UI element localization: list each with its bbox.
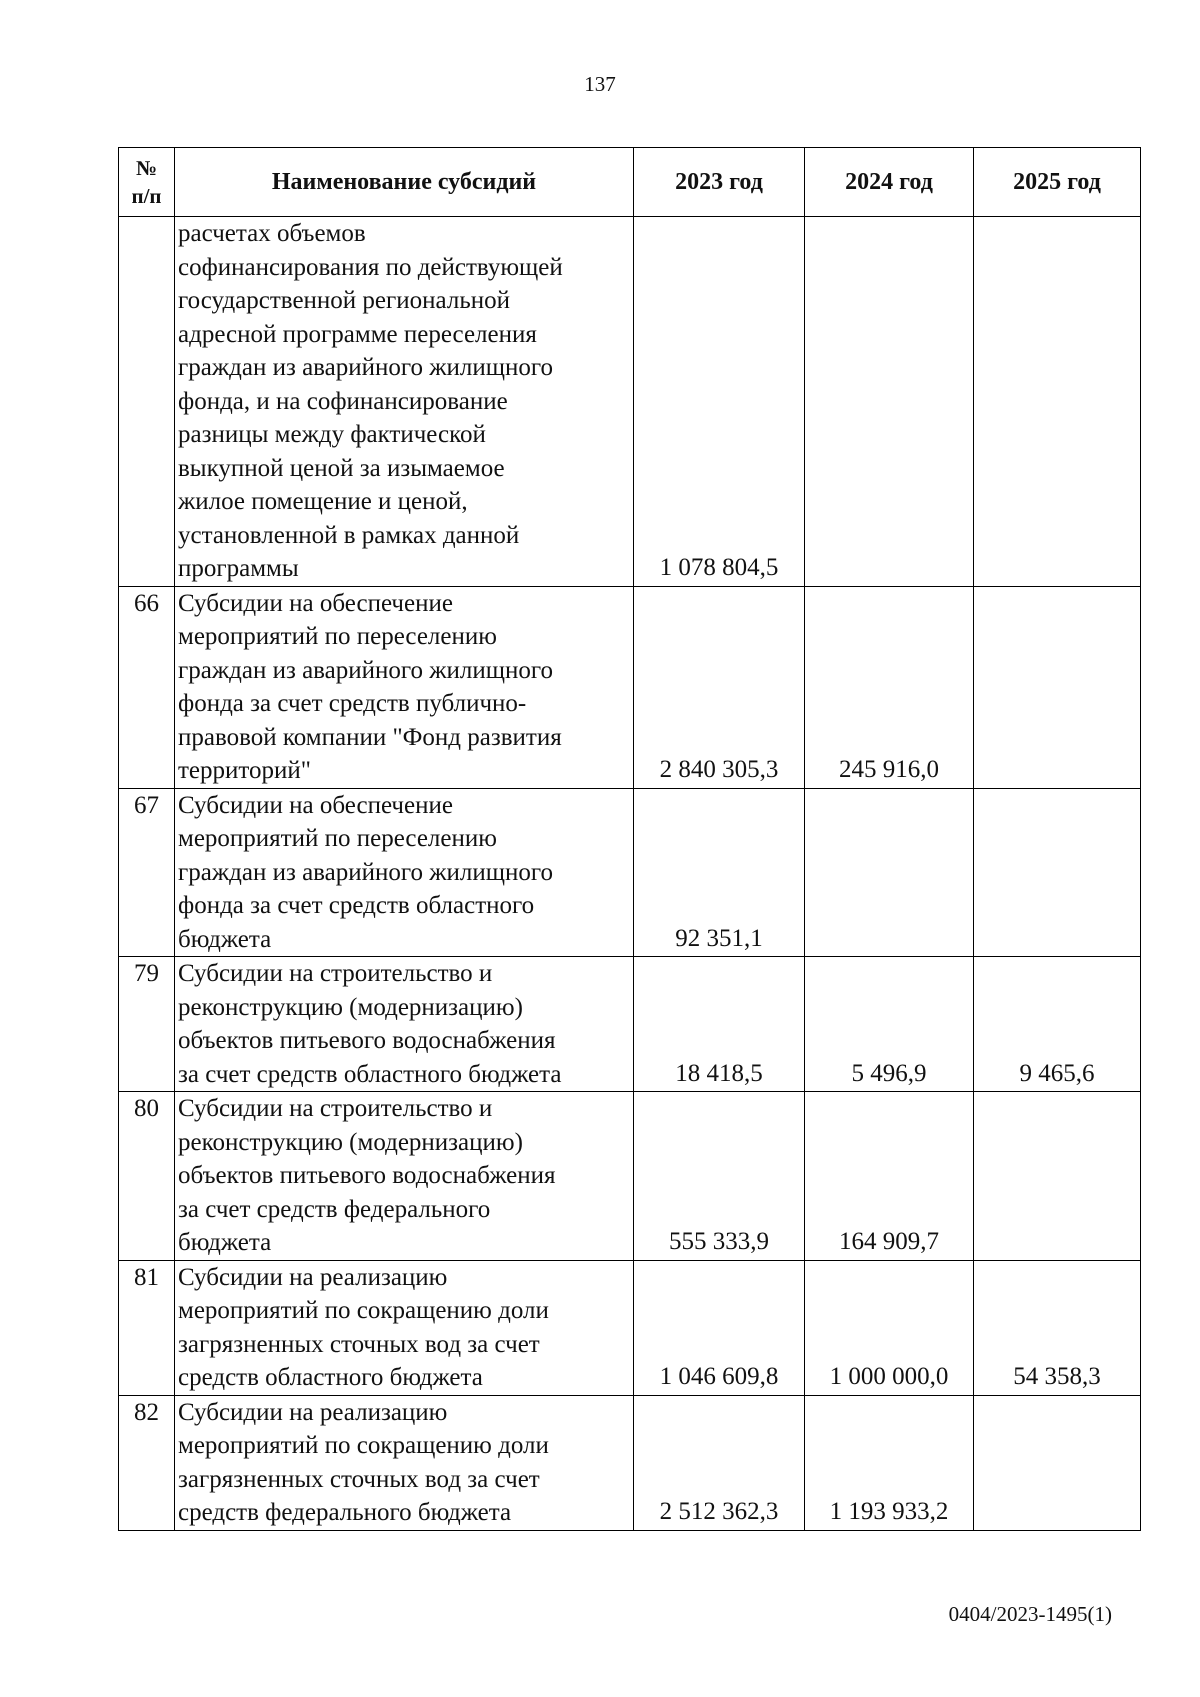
- value-2023: 18 418,5: [634, 957, 805, 1092]
- row-number: 66: [119, 586, 175, 788]
- value-2025: 9 465,6: [974, 957, 1141, 1092]
- table-body: [119, 217, 1141, 1531]
- table-row: [119, 788, 1141, 957]
- value-2024: [805, 788, 974, 957]
- value-2024: 164 909,7: [805, 1092, 974, 1261]
- table-row: [119, 586, 1141, 788]
- subsidy-name: Субсидии на строительство и реконструкцию (модернизацию) объектов питьевого водоснабжения за счет средств федерального бюджета: [175, 1092, 634, 1261]
- value-2024: 1 000 000,0: [805, 1260, 974, 1395]
- value-2024: 5 496,9: [805, 957, 974, 1092]
- header-2023: 2023 год: [634, 148, 805, 217]
- subsidy-name: Субсидии на строительство и реконструкцию (модернизацию) объектов питьевого водоснабжения за счет средств областного бюджета: [175, 957, 634, 1092]
- subsidy-name: Субсидии на реализацию мероприятий по сокращению доли загрязненных сточных вод за счет средств федерального бюджета: [175, 1395, 634, 1530]
- header-2025: 2025 год: [974, 148, 1141, 217]
- subsidy-name: расчетах объемов софинансирования по действующей государственной региональной адресной программе переселения граждан из аварийного жилищного фонда, и на софинансирование разницы между фактической выкупной ценой за изымаемое жилое помещение и ценой, установленной в рамках данной программы: [175, 217, 634, 587]
- row-number: 67: [119, 788, 175, 957]
- row-number: [119, 217, 175, 587]
- table-row: [119, 1092, 1141, 1261]
- value-2024: [805, 217, 974, 587]
- value-2023: 2 512 362,3: [634, 1395, 805, 1530]
- table-row: [119, 957, 1141, 1092]
- table-row: [119, 1260, 1141, 1395]
- value-2025: [974, 788, 1141, 957]
- table-row: [119, 1395, 1141, 1530]
- row-number: 81: [119, 1260, 175, 1395]
- value-2025: [974, 586, 1141, 788]
- header-num: [119, 148, 175, 217]
- value-2025: [974, 1395, 1141, 1530]
- document-id: 0404/2023-1495(1): [948, 1602, 1112, 1626]
- subsidy-name: Субсидии на реализацию мероприятий по сокращению доли загрязненных сточных вод за счет средств областного бюджета: [175, 1260, 634, 1395]
- value-2023: 1 046 609,8: [634, 1260, 805, 1395]
- header-row: [119, 148, 1141, 217]
- subsidy-table: [118, 147, 1141, 1531]
- table-row: [119, 217, 1141, 587]
- page-number: 137: [584, 72, 616, 96]
- header-num-label: № п/п: [131, 156, 162, 208]
- value-2023: 1 078 804,5: [634, 217, 805, 587]
- table-header: [119, 148, 1141, 217]
- subsidy-name: Субсидии на обеспечение мероприятий по переселению граждан из аварийного жилищного фонда за счет средств публично- правовой компании "Фонд развития территорий": [175, 586, 634, 788]
- value-2024: 1 193 933,2: [805, 1395, 974, 1530]
- subsidy-name: Субсидии на обеспечение мероприятий по переселению граждан из аварийного жилищного фонда за счет средств областного бюджета: [175, 788, 634, 957]
- row-number: 79: [119, 957, 175, 1092]
- header-2024: 2024 год: [805, 148, 974, 217]
- row-number: 80: [119, 1092, 175, 1261]
- value-2023: 555 333,9: [634, 1092, 805, 1261]
- value-2023: 92 351,1: [634, 788, 805, 957]
- value-2025: [974, 217, 1141, 587]
- value-2025: 54 358,3: [974, 1260, 1141, 1395]
- header-name: Наименование субсидий: [175, 148, 634, 217]
- value-2024: 245 916,0: [805, 586, 974, 788]
- value-2023: 2 840 305,3: [634, 586, 805, 788]
- row-number: 82: [119, 1395, 175, 1530]
- value-2025: [974, 1092, 1141, 1261]
